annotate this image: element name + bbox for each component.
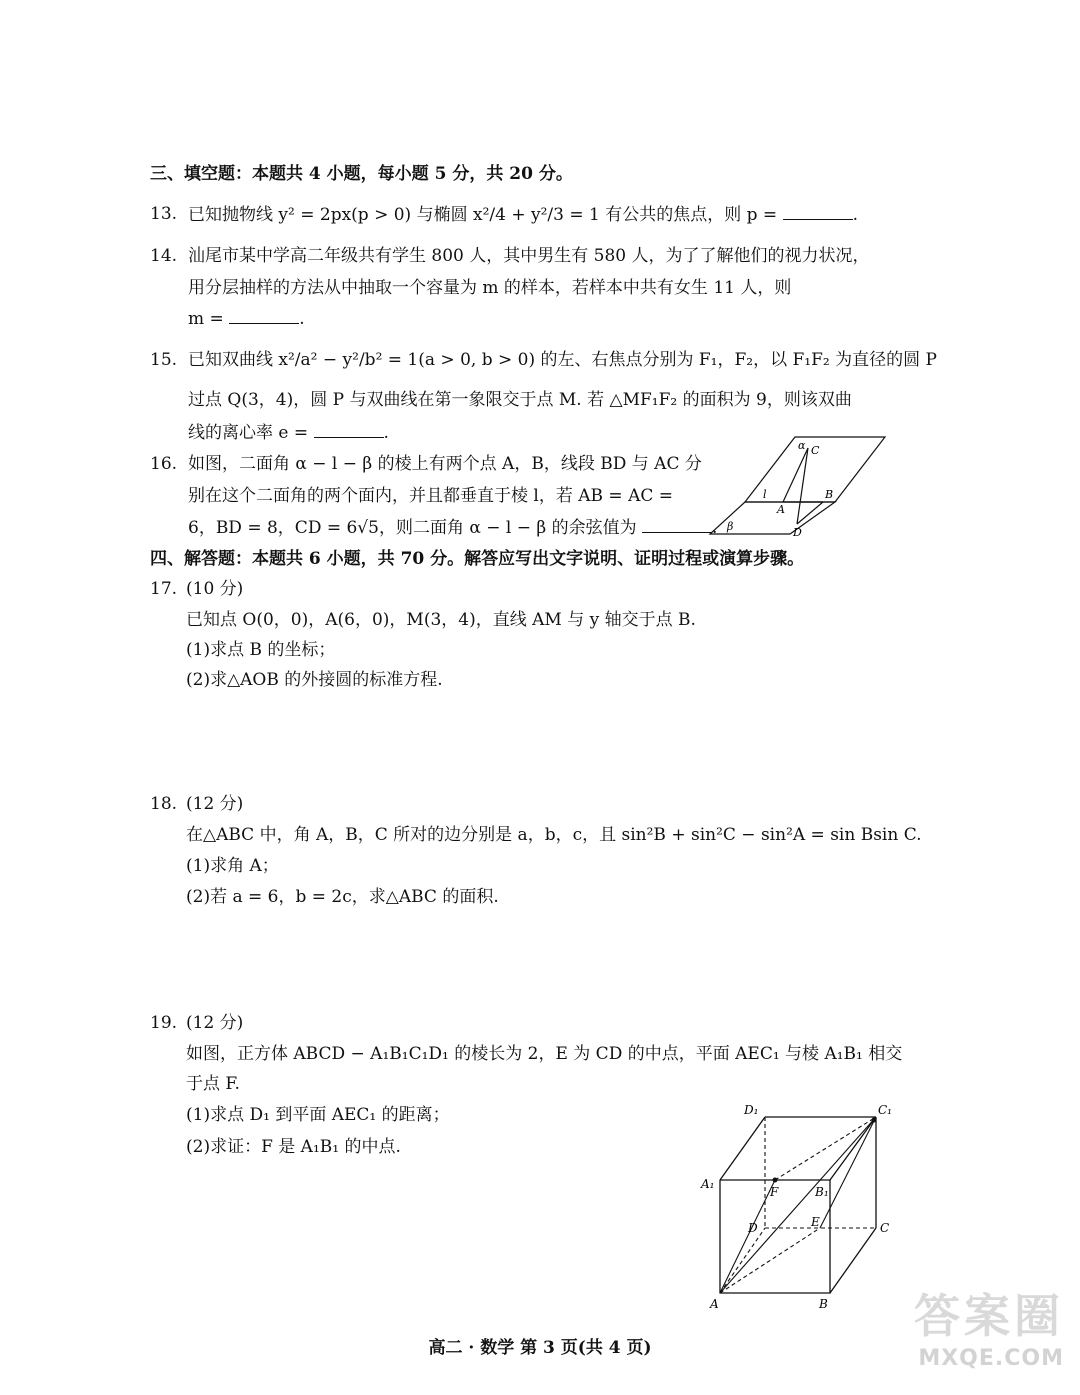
q14-line1: 汕尾市某中学高二年级共有学生 800 人，其中男生有 580 人，为了了解他们的视力状况， — [188, 246, 870, 266]
edge-c-b — [830, 1228, 876, 1293]
q13-number: 13. — [150, 204, 178, 224]
q17-score: (10 分) — [186, 579, 244, 599]
section3-heading: 三、填空题：本题共 4 小题，每小题 5 分，共 20 分。 — [150, 164, 573, 184]
label-b: B — [825, 488, 834, 501]
q19-part1: (1)求点 D₁ 到平面 AEC₁ 的距离； — [186, 1105, 450, 1125]
label-b: B — [819, 1297, 828, 1311]
page-footer: 高二 · 数学 第 3 页(共 4 页) — [428, 1338, 652, 1358]
edge-c1-b1 — [830, 1117, 876, 1180]
q15-line2: 过点 Q(3，4)，圆 P 与双曲线在第一象限交于点 M. 若 △MF₁F₂ 的面积为 9，则该双曲 — [188, 390, 852, 410]
label-c1: C₁ — [878, 1103, 892, 1117]
q14-tail: . — [299, 309, 305, 329]
label-a1: A₁ — [701, 1177, 715, 1191]
q15-line1: 已知双曲线 x²/a² − y²/b² = 1(a > 0, b > 0) 的左、右焦点分别为 F₁，F₂，以 F₁F₂ 为直径的圆 P — [188, 350, 937, 370]
hidden-segment-f-c1 — [775, 1117, 876, 1180]
label-alpha: α — [798, 439, 806, 452]
segment-a-c1 — [720, 1117, 876, 1293]
label-c: C — [880, 1221, 890, 1235]
q14-m-label: m = — [188, 309, 224, 329]
watermark — [914, 1280, 1064, 1371]
label-f: F — [770, 1185, 779, 1199]
q14-line3 — [188, 307, 305, 330]
q15-number: 15. — [150, 350, 178, 370]
q16-line3 — [188, 516, 717, 539]
q17-number: 17. — [150, 579, 178, 599]
q16-line2: 别在这个二面角的两个面内，并且都垂直于棱 l，若 AB = AC = — [188, 486, 673, 506]
point-c1 — [872, 1118, 877, 1123]
q13-tail: . — [852, 205, 858, 225]
q16-number: 16. — [150, 454, 178, 474]
q15-answer-blank — [314, 421, 384, 438]
label-d: D — [748, 1221, 758, 1235]
watermark-logo: 答案圈 — [914, 1289, 1064, 1343]
edge-a1-d1 — [720, 1117, 765, 1180]
q16-answer-blank — [642, 516, 712, 533]
q16-line1: 如图，二面角 α − l − β 的棱上有两个点 A，B，线段 BD 与 AC 分 — [188, 454, 702, 474]
q19-cube-figure — [698, 1098, 898, 1318]
q16-tail: . — [712, 518, 718, 538]
q19-stem1: 如图，正方体 ABCD − A₁B₁C₁D₁ 的棱长为 2，E 为 CD 的中点，平面 AEC₁ 与棱 A₁B₁ 相交 — [186, 1044, 903, 1064]
q16-dihedral-figure — [705, 432, 890, 540]
watermark-url: MXQE.COM — [918, 1346, 1064, 1371]
q18-stem: 在△ABC 中，角 A，B，C 所对的边分别是 a，b，c，且 sin²B + sin²C − sin²A = sin Bsin C. — [186, 825, 922, 845]
label-d: D — [793, 526, 802, 539]
q18-number: 18. — [150, 794, 178, 814]
q14-number: 14. — [150, 246, 178, 266]
label-l: l — [763, 488, 767, 501]
q14-answer-blank — [229, 307, 299, 324]
q13-text — [188, 203, 858, 226]
q16-stem-end: 6，BD = 8，CD = 6√5，则二面角 α − l − β 的余弦值为 — [188, 518, 637, 538]
q13-stem: 已知抛物线 y² = 2px(p > 0) 与椭圆 x²/4 + y²/3 = 1 有公共的焦点，则 p = — [188, 205, 778, 225]
label-e: E — [811, 1215, 820, 1229]
q19-part2: (2)求证：F 是 A₁B₁ 的中点. — [186, 1137, 401, 1157]
q15-line3 — [188, 421, 389, 444]
q17-part2: (2)求△AOB 的外接圆的标准方程. — [186, 670, 443, 690]
q18-score: (12 分) — [186, 794, 244, 814]
label-c: C — [811, 444, 820, 457]
q18-part1: (1)求角 A； — [186, 856, 279, 876]
q19-number: 19. — [150, 1013, 178, 1033]
q14-line2: 用分层抽样的方法从中抽取一个容量为 m 的样本，若样本中共有女生 11 人，则 — [188, 278, 792, 298]
hidden-segment-a-e — [720, 1228, 820, 1293]
section4-heading: 四、解答题：本题共 6 小题，共 70 分。解答应写出文字说明、证明过程或演算步骤。 — [150, 549, 805, 569]
q17-stem: 已知点 O(0，0)，A(6，0)，M(3，4)，直线 AM 与 y 轴交于点 B. — [186, 610, 696, 630]
q19-stem2: 于点 F. — [186, 1074, 240, 1094]
label-b1: B₁ — [815, 1185, 829, 1199]
q15-tail: . — [383, 423, 389, 443]
segment-e-c1 — [820, 1117, 876, 1228]
q19-score: (12 分) — [186, 1013, 244, 1033]
q17-part1: (1)求点 B 的坐标； — [186, 640, 336, 660]
label-a: A — [710, 1297, 719, 1311]
q15-e-label: 线的离心率 e = — [188, 423, 309, 443]
segment-a-f — [720, 1180, 775, 1293]
label-a: A — [777, 503, 785, 516]
q13-answer-blank — [783, 203, 853, 220]
point-f — [773, 1178, 778, 1183]
q18-part2: (2)若 a = 6，b = 2c，求△ABC 的面积. — [186, 887, 499, 907]
hidden-edge-a-d — [720, 1228, 765, 1293]
label-beta: β — [727, 520, 734, 533]
label-d1: D₁ — [744, 1103, 759, 1117]
